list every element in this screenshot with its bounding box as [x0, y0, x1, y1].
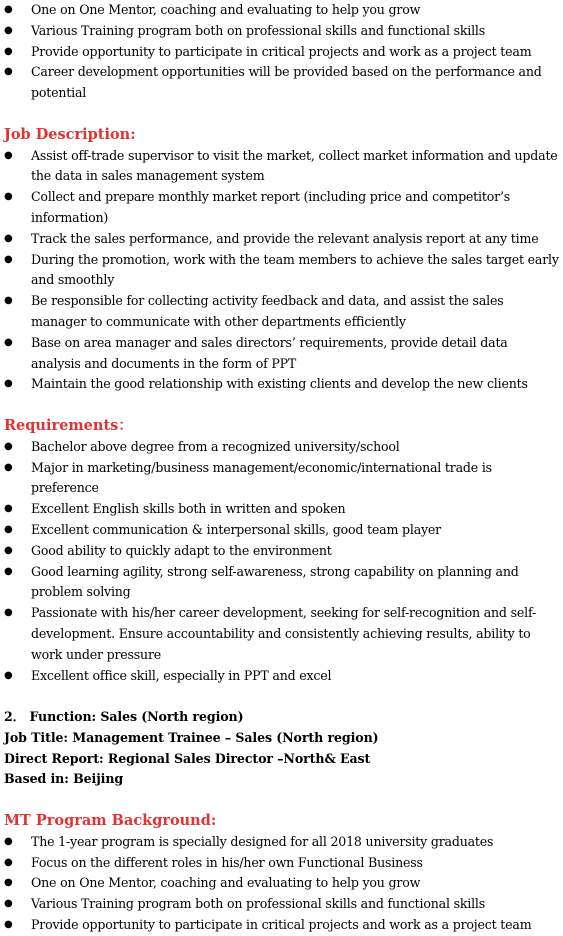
requirements-list — [4, 437, 559, 687]
list-item-text: During the promotion, work with the team members to achieve the sales target early and smoothly — [31, 251, 559, 288]
list-item-text: Excellent English skills both in written and spoken — [31, 501, 346, 517]
list-item-text: The 1-year program is specially designed for all 2018 university graduates — [31, 833, 494, 849]
list-item-text: Bachelor above degree from a recognized university/school — [31, 438, 400, 454]
list-item-text: Good ability to quickly adapt to the environment — [31, 542, 332, 558]
list-item — [4, 333, 559, 375]
list-item-text: Good learning agility, strong self-awareness, strong capability on planning and problem solving — [31, 563, 519, 600]
list-item-text: Various Training program both on professional skills and functional skills — [31, 896, 486, 912]
bullet-icon: ● — [4, 24, 13, 36]
list-item-text: Excellent communication & interpersonal skills, good team player — [31, 521, 442, 537]
list-item — [4, 873, 559, 894]
job-description-heading: Job Description: — [4, 125, 136, 143]
bullet-icon: ● — [4, 503, 13, 515]
requirements-heading: Requirements： — [4, 416, 133, 434]
bullet-icon: ● — [4, 669, 13, 681]
list-item-text: Provide opportunity to participate in critical projects and work as a project team — [31, 43, 532, 59]
bullet-icon: ● — [4, 544, 13, 556]
bullet-icon: ● — [4, 607, 13, 619]
list-item — [4, 853, 559, 874]
direct-report-line: Direct Report: Regional Sales Director –North& East — [4, 750, 371, 766]
job-description-list — [4, 146, 559, 396]
mt-program-background-list — [4, 832, 559, 936]
bullet-icon: ● — [4, 232, 13, 244]
list-item — [4, 458, 559, 500]
bullet-icon: ● — [4, 877, 13, 889]
list-item — [4, 894, 559, 915]
list-item — [4, 250, 559, 292]
bullet-icon: ● — [4, 66, 13, 78]
bullet-icon: ● — [4, 253, 13, 265]
bullet-icon: ● — [4, 45, 13, 57]
list-item — [4, 62, 559, 104]
top-benefits-list — [4, 0, 559, 104]
mt-program-background-heading: MT Program Background: — [4, 812, 217, 830]
list-item-text: Focus on the different roles in his/her own Functional Business — [31, 854, 423, 870]
list-item-text: Major in marketing/business management/economic/international trade is preference — [31, 459, 492, 496]
bullet-icon: ● — [4, 378, 13, 390]
list-item — [4, 541, 559, 562]
list-item — [4, 499, 559, 520]
bullet-icon: ● — [4, 898, 13, 910]
list-item — [4, 437, 559, 458]
list-item-text: Provide opportunity to participate in critical projects and work as a project team — [31, 917, 532, 933]
bullet-icon: ● — [4, 565, 13, 577]
list-item — [4, 603, 559, 665]
bullet-icon: ● — [4, 523, 13, 535]
list-item-text: Maintain the good relationship with existing clients and develop the new clients — [31, 376, 528, 392]
list-item-text: Assist off-trade supervisor to visit the market, collect market information and update the data in sales management system — [31, 147, 558, 184]
based-in-line: Based in: Beijing — [4, 771, 124, 787]
bullet-icon: ● — [4, 461, 13, 473]
list-item — [4, 42, 559, 63]
list-item-text: Passionate with his/her career development, seeking for self-recognition and self-development. Ensure accountability and consistently achieving results, ability to work under pressure — [31, 605, 537, 662]
list-item — [4, 21, 559, 42]
job-title-line: Job Title: Management Trainee – Sales (North region) — [4, 729, 379, 745]
list-item — [4, 146, 559, 188]
list-item — [4, 520, 559, 541]
list-item-text: Track the sales performance, and provide the relevant analysis report at any time — [31, 230, 539, 246]
list-item-text: Excellent office skill, especially in PPT and excel — [31, 667, 332, 683]
list-item — [4, 187, 559, 229]
list-item-text: Be responsible for collecting activity feedback and data, and assist the sales manager to communicate with other departments efficiently — [31, 293, 504, 329]
list-item-text: One on One Mentor, coaching and evaluating to help you grow — [31, 2, 421, 17]
list-item-text: Collect and prepare monthly market report (including price and competitor’s information) — [31, 189, 511, 225]
bullet-icon: ● — [4, 295, 13, 307]
section-spacer — [4, 686, 559, 707]
list-item-text: Base on area manager and sales directors’ requirements, provide detail data analysis and documents in the form of PPT — [31, 334, 508, 371]
bullet-icon: ● — [4, 856, 13, 868]
list-item — [4, 562, 559, 604]
list-item-text: Career development opportunities will be provided based on the performance and potential — [31, 64, 542, 101]
bullet-icon: ● — [4, 440, 13, 452]
list-item — [4, 832, 559, 853]
bullet-icon: ● — [4, 835, 13, 847]
list-item — [4, 229, 559, 250]
list-item — [4, 0, 559, 21]
list-item — [4, 374, 559, 395]
bullet-icon: ● — [4, 4, 13, 15]
list-item-text: One on One Mentor, coaching and evaluating to help you grow — [31, 875, 421, 891]
list-item — [4, 666, 559, 687]
list-item — [4, 915, 559, 936]
bullet-icon: ● — [4, 336, 13, 348]
list-item — [4, 291, 559, 333]
bullet-icon: ● — [4, 191, 13, 203]
bullet-icon: ● — [4, 919, 13, 931]
function-line: 2． Function: Sales (North region) — [4, 709, 244, 725]
bullet-icon: ● — [4, 149, 13, 161]
list-item-text: Various Training program both on professional skills and functional skills — [31, 22, 486, 38]
